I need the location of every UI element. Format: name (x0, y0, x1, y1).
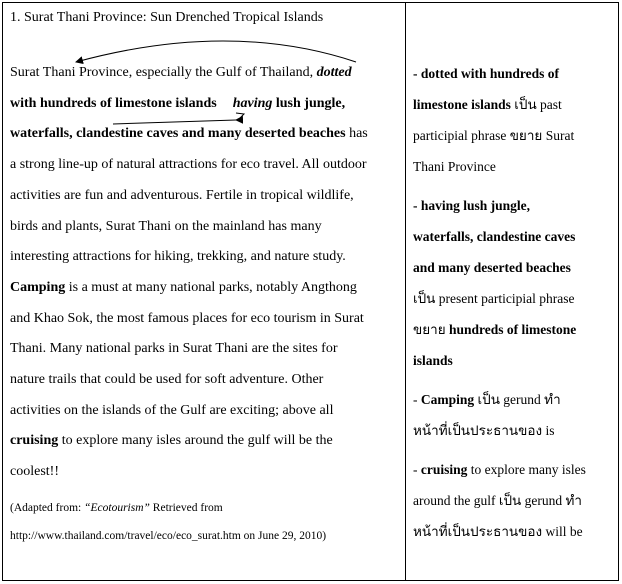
passage-line: waterfalls, clandestine caves and many deserted beaches has (10, 126, 368, 142)
note-gerund-camping: - Camping เป็น gerund ทำ หน้าที่เป็นประธานของ is (413, 392, 561, 438)
passage-line: birds and plants, Surat Thani on the mainland has many (10, 218, 322, 234)
note-present-participle: - having lush jungle, waterfalls, clandestine caves and many deserted beaches เป็น present participial phrase ขยาย hundreds of limestone islands (413, 198, 577, 368)
passage-line: Thani. Many national parks in Surat Thani are the sites for (10, 341, 338, 357)
passage-line: activities are fun and adventurous. Fertile in tropical wildlife, (10, 187, 354, 203)
passage-column (10, 9, 400, 550)
citation-url: http://www.thailand.com/travel/eco/eco_surat.htm on June 29, 2010) (10, 529, 327, 542)
passage-line: interesting attractions for hiking, trekking, and nature study. (10, 249, 346, 265)
notes-column (413, 58, 613, 555)
column-divider (405, 2, 406, 581)
passage-line: and Khao Sok, the most famous places for eco tourism in Surat (10, 310, 364, 326)
passage-line: Surat Thani Province, especially the Gulf of Thailand, dotted (10, 65, 352, 80)
passage-line: cruising to explore many isles around the gulf will be the (10, 433, 333, 449)
passage-line: Camping is a must at many national parks, notably Angthong (10, 279, 357, 295)
passage-title: 1. Surat Thani Province: Sun Drenched Tropical Islands (10, 10, 324, 25)
note-past-participle: - dotted with hundreds of limestone islands เป็น past participial phrase ขยาย Surat Thani Province (413, 66, 575, 174)
citation-line: (Adapted from: “Ecotourism” Retrieved from (10, 501, 223, 514)
passage-line: nature trails that could be used for soft adventure. Other (10, 372, 324, 388)
passage-line: activities on the islands of the Gulf are exciting; above all (10, 402, 334, 418)
passage-line: with hundreds of limestone islands having lush jungle, (10, 95, 346, 111)
passage-line: coolest!! (10, 464, 59, 480)
passage-body (10, 58, 400, 488)
note-gerund-cruising: - cruising to explore many isles around the gulf เป็น gerund ทำ หน้าที่เป็นประธานของ will be (413, 462, 586, 539)
passage-line: a strong line-up of natural attractions for eco travel. All outdoor (10, 157, 367, 173)
source-citation (10, 494, 400, 550)
